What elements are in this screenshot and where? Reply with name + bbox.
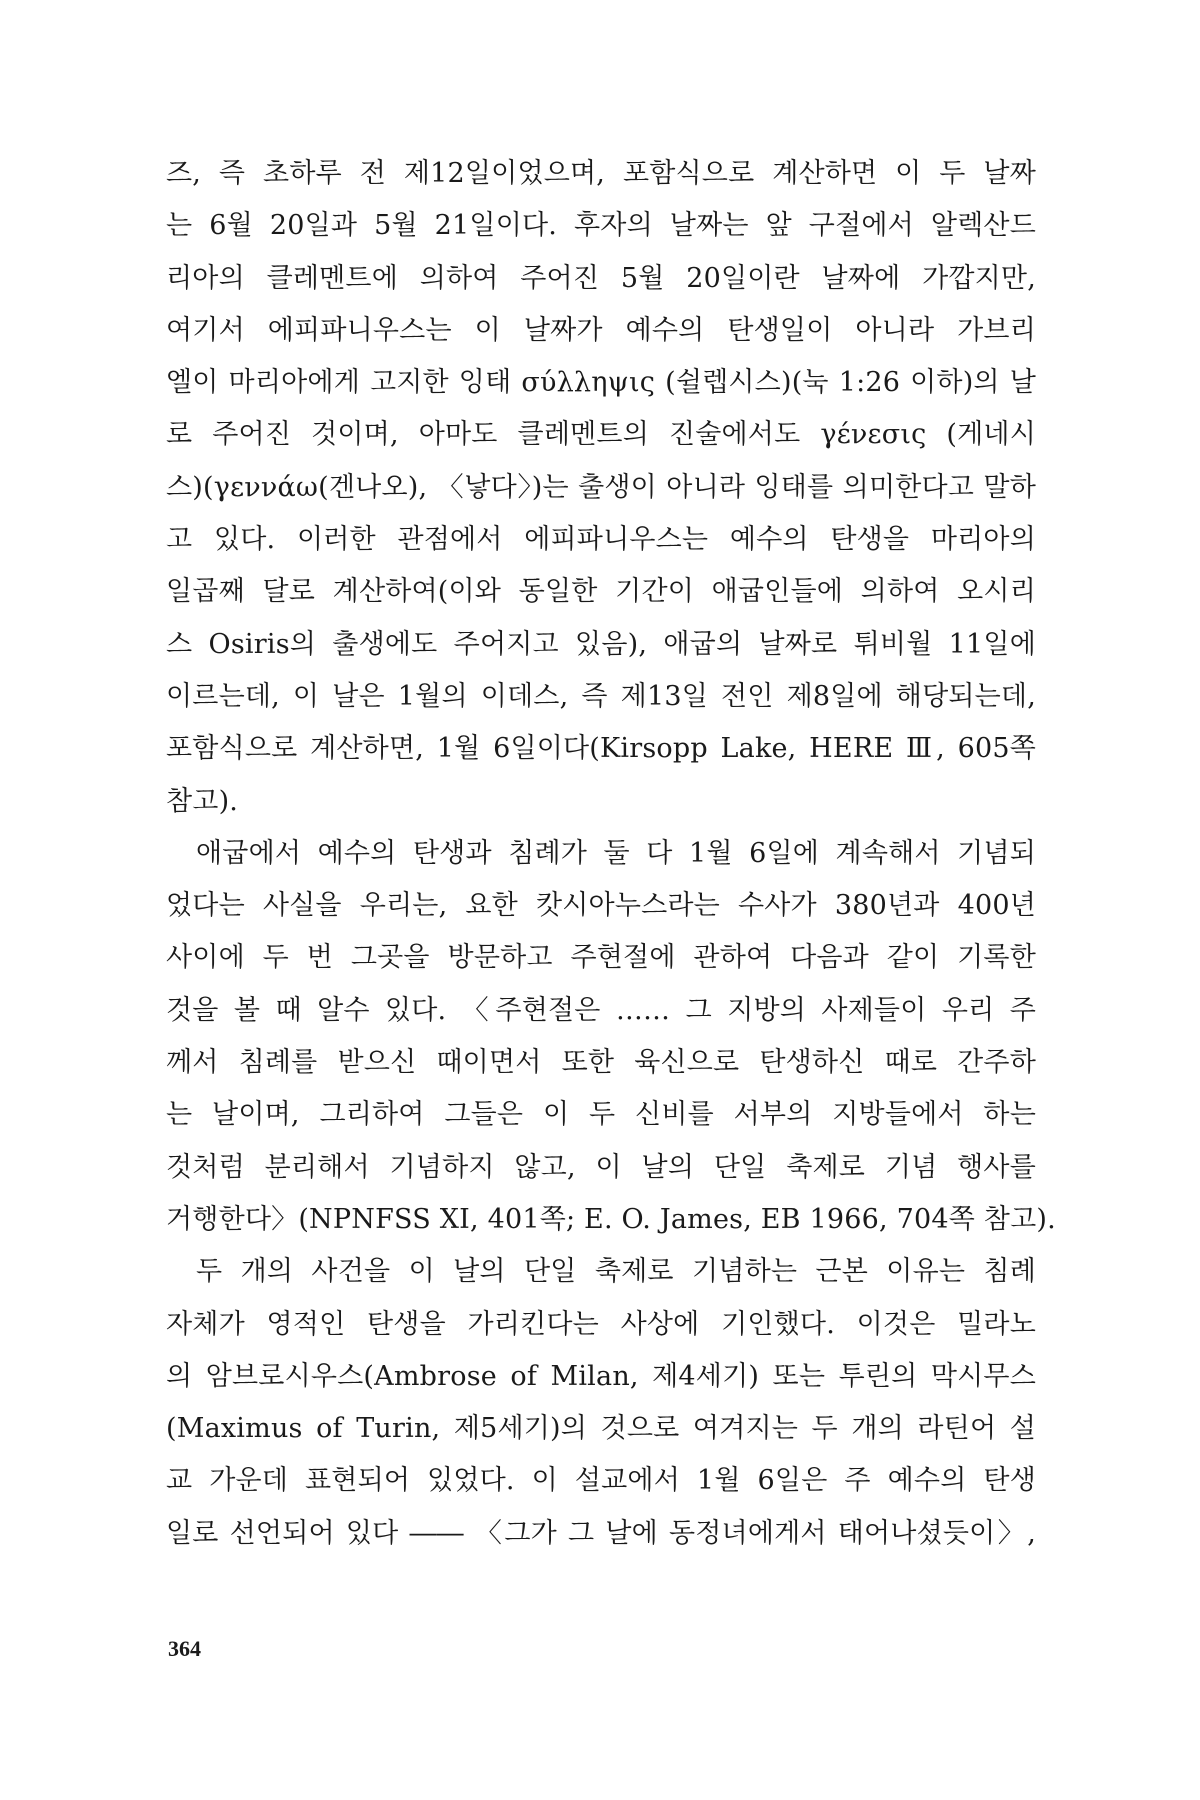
text-line: 의 암브로시우스(Ambrose of Milan, 제4세기) 또는 투린의 막시무스 <box>166 1360 1036 1392</box>
text-line: 로 주어진 것이며, 아마도 클레멘트의 진술에서도 γένεσις (게네시 <box>166 419 1036 451</box>
text-line: 었다는 사실을 우리는, 요한 캇시아누스라는 수사가 380년과 400년 <box>166 890 1036 922</box>
text-line: 고 있다. 이러한 관점에서 에피파니우스는 예수의 탄생을 마리아의 <box>166 524 1036 556</box>
text-line: 애굽에서 예수의 탄생과 침례가 둘 다 1월 6일에 계속해서 기념되 <box>196 837 1036 869</box>
text-line: 거행한다〉(NPNFSS XI, 401쪽; E. O. James, EB 1966, 704쪽 참고). <box>166 1203 1056 1235</box>
text-line: 두 개의 사건을 이 날의 단일 축제로 기념하는 근본 이유는 침례 <box>196 1256 1036 1288</box>
text-line: 는 6월 20일과 5월 21일이다. 후자의 날짜는 앞 구절에서 알렉산드 <box>166 210 1036 242</box>
text-line: 는 날이며, 그리하여 그들은 이 두 신비를 서부의 지방들에서 하는 <box>166 1099 1036 1131</box>
text-line: 께서 침례를 받으신 때이면서 또한 육신으로 탄생하신 때로 간주하 <box>166 1047 1036 1079</box>
text-line: 것을 볼 때 알수 있다. 〈주현절은 …… 그 지방의 사제들이 우리 주 <box>166 994 1036 1026</box>
text-line: 여기서 에피파니우스는 이 날짜가 예수의 탄생일이 아니라 가브리 <box>166 314 1036 346</box>
text-line: 일로 선언되어 있다 ―― 〈그가 그 날에 동정녀에게서 태어나셨듯이〉, <box>166 1517 1036 1549</box>
text-line: 엘이 마리아에게 고지한 잉태 σύλληψις (쉴렙시스)(눅 1:26 이하)의 날 <box>166 367 1036 399</box>
text-line: 자체가 영적인 탄생을 가리킨다는 사상에 기인했다. 이것은 밀라노 <box>166 1308 1036 1340</box>
page-number: 364 <box>168 1636 201 1661</box>
text-line: 것처럼 분리해서 기념하지 않고, 이 날의 단일 축제로 기념 행사를 <box>166 1151 1036 1183</box>
body-text <box>166 148 1056 1560</box>
text-line: 스)(γεννάω(겐나오), 〈낳다〉)는 출생이 아니라 잉태를 의미한다고 말하 <box>166 471 1036 503</box>
text-line: 사이에 두 번 그곳을 방문하고 주현절에 관하여 다음과 같이 기록한 <box>166 942 1036 974</box>
text-line: 포함식으로 계산하면, 1월 6일이다(Kirsopp Lake, HERE Ⅲ, 605쪽 <box>166 733 1036 765</box>
paragraph-2 <box>166 828 1056 1246</box>
text-line: 리아의 클레멘트에 의하여 주어진 5월 20일이란 날짜에 가깝지만, <box>166 262 1036 294</box>
text-line: 즈, 즉 초하루 전 제12일이었으며, 포함식으로 계산하면 이 두 날짜 <box>166 158 1036 189</box>
text-line: 이르는데, 이 날은 1월의 이데스, 즉 제13일 전인 제8일에 해당되는데, <box>166 680 1036 712</box>
text-line: 일곱째 달로 계산하여(이와 동일한 기간이 애굽인들에 의하여 오시리 <box>166 576 1036 608</box>
text-line: (Maximus of Turin, 제5세기)의 것으로 여겨지는 두 개의 라틴어 설 <box>166 1413 1036 1445</box>
text-line: 참고). <box>166 785 239 817</box>
paragraph-3 <box>166 1246 1036 1560</box>
text-line: 교 가운데 표현되어 있었다. 이 설교에서 1월 6일은 주 예수의 탄생 <box>166 1465 1036 1497</box>
paragraph-1 <box>166 148 1036 828</box>
text-line: 스 Osiris의 출생에도 주어지고 있음), 애굽의 날짜로 튀비월 11일에 <box>166 628 1036 660</box>
